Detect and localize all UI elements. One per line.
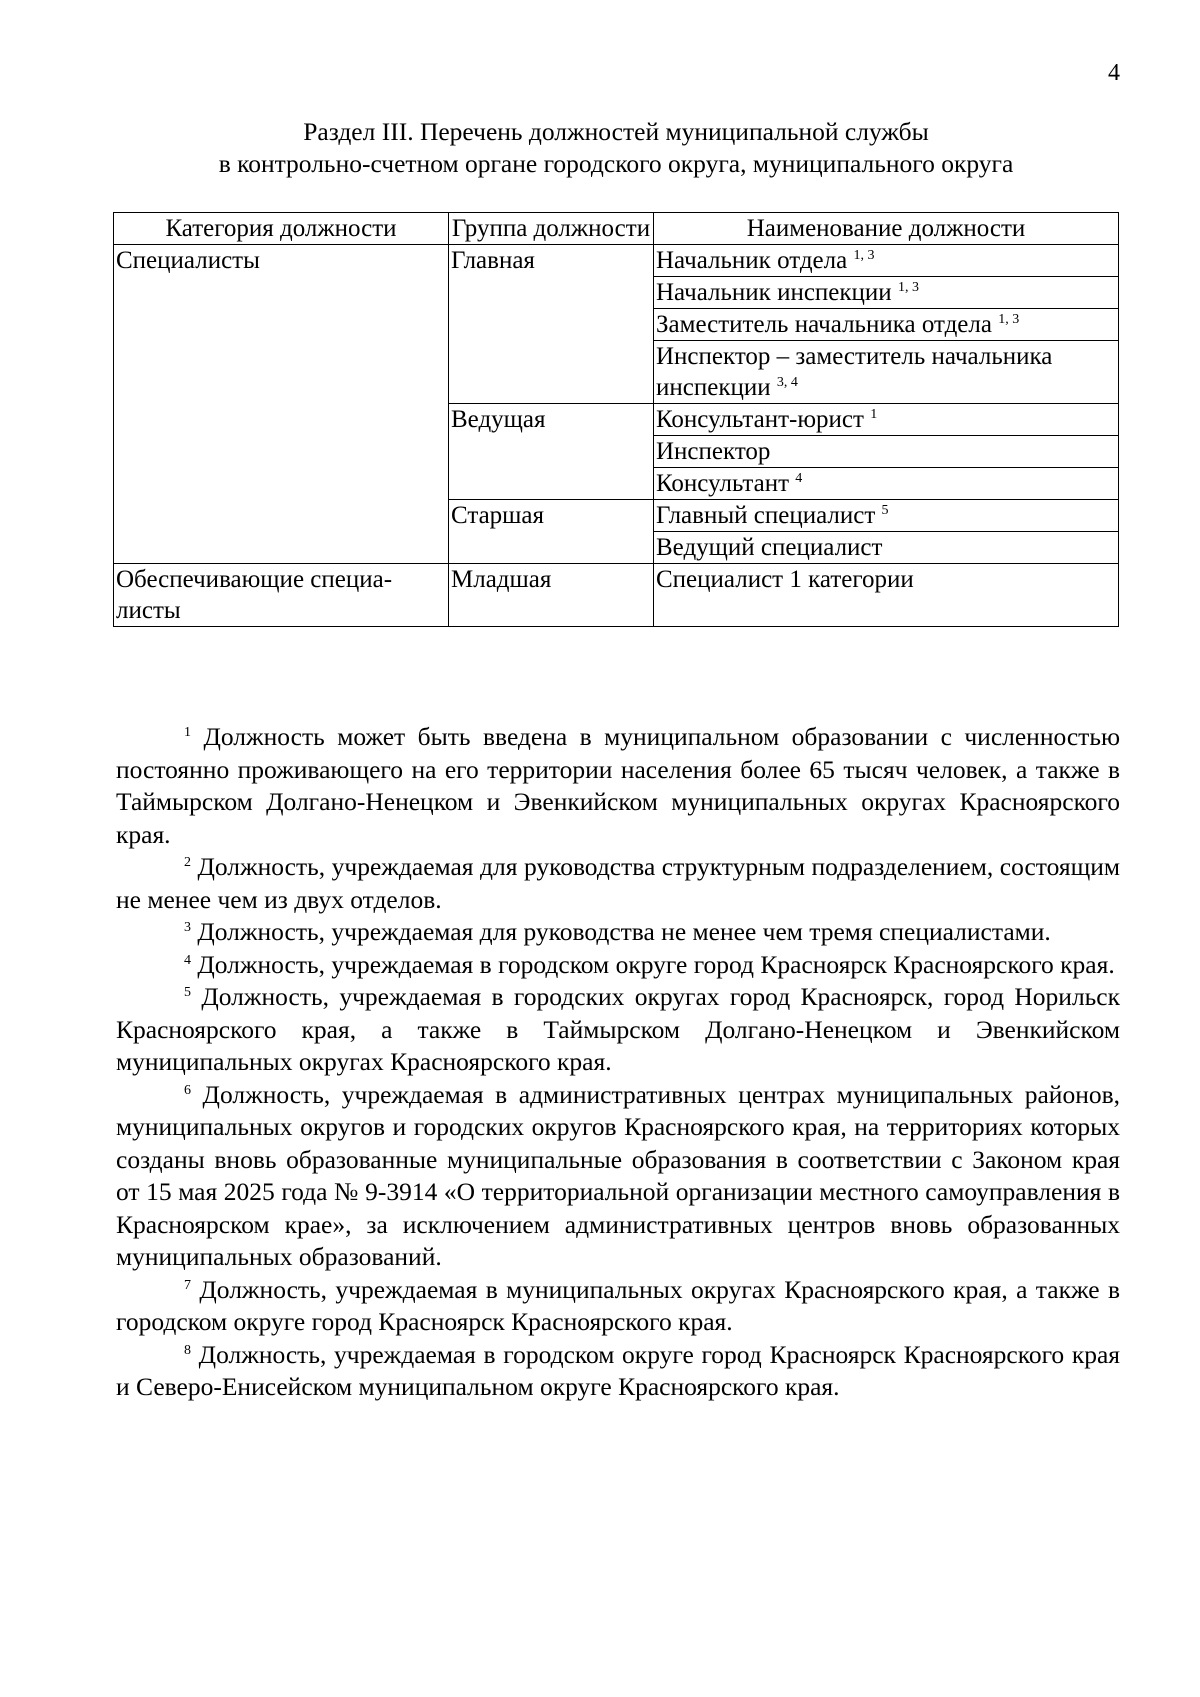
footnote-ref: 1, 3	[897, 280, 919, 295]
footnote	[116, 949, 1120, 982]
footnote	[116, 1274, 1120, 1339]
position-cell	[654, 500, 1119, 532]
footnote-text: Должность, учреждаемая в городском округе город Красноярск Красноярского края и Северо-Енисейском муниципальном округе Красноярского края.	[116, 1339, 1120, 1401]
category-cell: Специалисты	[114, 245, 449, 564]
footnote	[116, 851, 1120, 916]
page-number: 4	[1108, 60, 1120, 86]
position-cell	[654, 277, 1119, 309]
position-cell	[654, 245, 1119, 277]
position-name: Заместитель начальника отдела	[656, 311, 992, 338]
footnote	[116, 981, 1120, 1079]
group-cell: Ведущая	[449, 404, 654, 500]
footnote-ref: 1, 3	[853, 248, 875, 263]
footnote-ref: 5	[881, 503, 889, 518]
position-name: Начальник инспекции	[656, 279, 892, 306]
position-name: Начальник отдела	[656, 247, 848, 274]
category-cell: Обеспечивающие специалисты	[114, 564, 449, 627]
footnote-text: Должность, учреждаемая для руководства не менее чем тремя специалистами.	[197, 917, 1051, 946]
position-name: Главный специалист	[656, 502, 876, 529]
footnote-mark: 5	[184, 985, 191, 1000]
position-cell	[654, 564, 1119, 627]
footnote-text: Должность, учреждаемая в административных центрах муниципальных районов, муниципальных округов и городских округов Красноярского края, на территориях которых созданы вновь образованные муниципальные образования в соответствии с Законом края от 15 мая 2025 года № 9-3914 «О территориальной организации местного самоуправления в Красноярском крае», за исключением административных центров вновь образованных муниципальных образований.	[116, 1079, 1121, 1271]
position-name: Специалист 1 категории	[656, 566, 914, 593]
footnote-ref: 3, 4	[776, 375, 798, 390]
footnote-mark: 7	[184, 1277, 191, 1293]
header-category: Категория должности	[114, 213, 449, 245]
footnote	[116, 1339, 1120, 1404]
position-name: Инспектор – заместитель начальника инспекции	[656, 343, 1053, 401]
footnote-mark: 2	[184, 855, 191, 870]
position-cell	[654, 436, 1119, 468]
footnote-mark: 6	[184, 1082, 191, 1098]
footnote-ref: 4	[795, 471, 803, 486]
footnote-text: Должность, учреждаемая в городском округе город Красноярск Красноярского края.	[197, 949, 1115, 979]
table-header-row	[114, 213, 1119, 245]
footnote-mark: 4	[184, 952, 191, 968]
footnote-text: Должность, учреждаемая в городских округах город Красноярск, город Норильск Красноярского края, а также в Таймырском Долгано-Ненецком и Эвенкийском муниципальных округах Красноярского края.	[116, 982, 1121, 1076]
footnote-mark: 8	[184, 1342, 191, 1358]
header-position-name: Наименование должности	[654, 213, 1119, 245]
position-cell	[654, 341, 1119, 404]
header-group: Группа должности	[449, 213, 654, 245]
footnote	[116, 916, 1120, 949]
group-cell: Главная	[449, 245, 654, 404]
footnote-mark: 3	[184, 920, 191, 935]
footnote-text: Должность, учреждаемая в муниципальных округах Красноярского края, а также в городском округе город Красноярск Красноярского края.	[116, 1274, 1120, 1336]
group-cell: Младшая	[449, 564, 654, 627]
position-name: Консультант	[656, 470, 790, 497]
section-title-line-2: в контрольно-счетном органе городского округа, муниципального округа	[218, 149, 1014, 178]
position-name: Инспектор	[656, 438, 771, 465]
section-title-line-1: Раздел III. Перечень должностей муниципальной службы	[303, 117, 929, 146]
table-row	[114, 245, 1119, 277]
position-cell	[654, 468, 1119, 500]
table-row	[114, 564, 1119, 627]
group-cell: Старшая	[449, 500, 654, 564]
footnote	[116, 1079, 1120, 1274]
positions-table	[113, 212, 1119, 627]
position-cell	[654, 532, 1119, 564]
footnotes	[116, 721, 1120, 1404]
footnote-text: Должность, учреждаемая для руководства структурным подразделением, состоящим не менее чем из двух отделов.	[116, 852, 1120, 914]
position-name: Ведущий специалист	[656, 534, 883, 561]
footnote-ref: 1	[870, 407, 878, 422]
footnote	[116, 721, 1120, 851]
position-cell	[654, 309, 1119, 341]
position-cell	[654, 404, 1119, 436]
footnote-mark: 1	[184, 725, 191, 740]
section-title	[112, 116, 1120, 180]
footnote-text: Должность может быть введена в муниципальном образовании с численностью постоянно проживающего на его территории населения более 65 тысяч человек, а также в Таймырском Долгано-Ненецком и Эвенкийском муниципальных округах Красноярского края.	[116, 722, 1120, 849]
footnote-ref: 1, 3	[998, 312, 1020, 327]
position-name: Консультант-юрист	[656, 406, 864, 433]
